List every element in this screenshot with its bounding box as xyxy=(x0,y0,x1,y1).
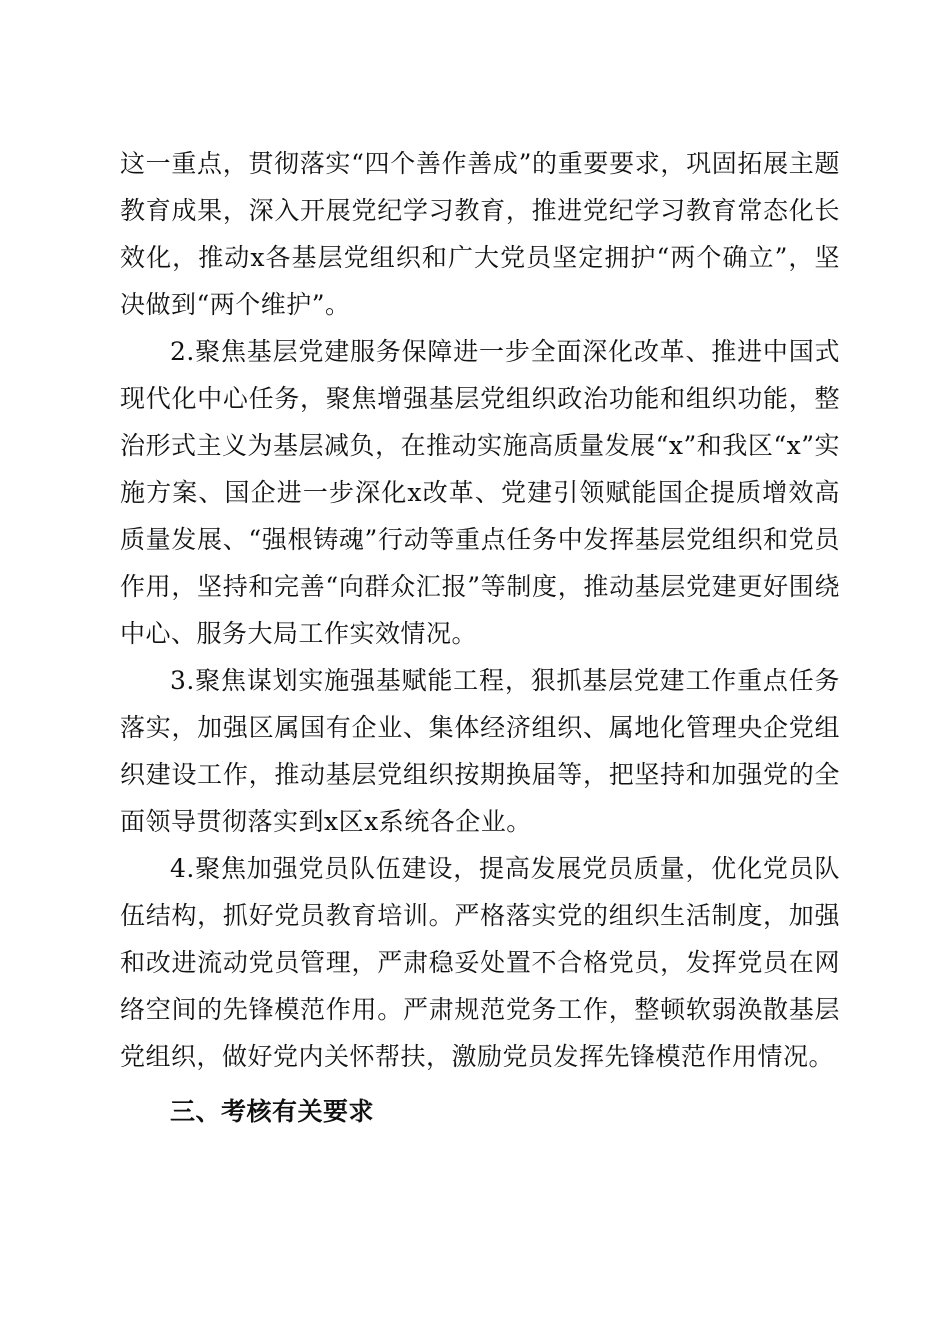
document-body xyxy=(120,140,840,1135)
paragraph-item-3: 3.聚焦谋划实施强基赋能工程，狠抓基层党建工作重点任务落实，加强区属国有企业、集体经济组织、属地化管理央企党组织建设工作，推动基层党组织按期换届等，把坚持和加强党的全面领导贯彻落实到x区x系统各企业。 xyxy=(120,666,840,836)
paragraph-continued: 这一重点，贯彻落实“四个善作善成”的重要要求，巩固拓展主题教育成果，深入开展党纪学习教育，推进党纪学习教育常态化长效化，推动x各基层党组织和广大党员坚定拥护“两个确立”，坚决做到“两个维护”。 xyxy=(120,149,840,319)
paragraph-item-4: 4.聚焦加强党员队伍建设，提高发展党员质量，优化党员队伍结构，抓好党员教育培训。严格落实党的组织生活制度，加强和改进流动党员管理，严肃稳妥处置不合格党员，发挥党员在网络空间的先锋模范作用。严肃规范党务工作，整顿软弱涣散基层党组织，做好党内关怀帮扶，激励党员发挥先锋模范作用情况。 xyxy=(120,854,840,1071)
section-heading: 三、考核有关要求 xyxy=(170,1097,375,1126)
paragraph-item-2: 2.聚焦基层党建服务保障进一步全面深化改革、推进中国式现代化中心任务，聚焦增强基层党组织政治功能和组织功能，整治形式主义为基层减负，在推动实施高质量发展“x”和我区“x”实施方案、国企进一步深化x改革、党建引领赋能国企提质增效高质量发展、“强根铸魂”行动等重点任务中发挥基层党组织和党员作用，坚持和完善“向群众汇报”等制度，推动基层党建更好围绕中心、服务大局工作实效情况。 xyxy=(120,337,840,648)
